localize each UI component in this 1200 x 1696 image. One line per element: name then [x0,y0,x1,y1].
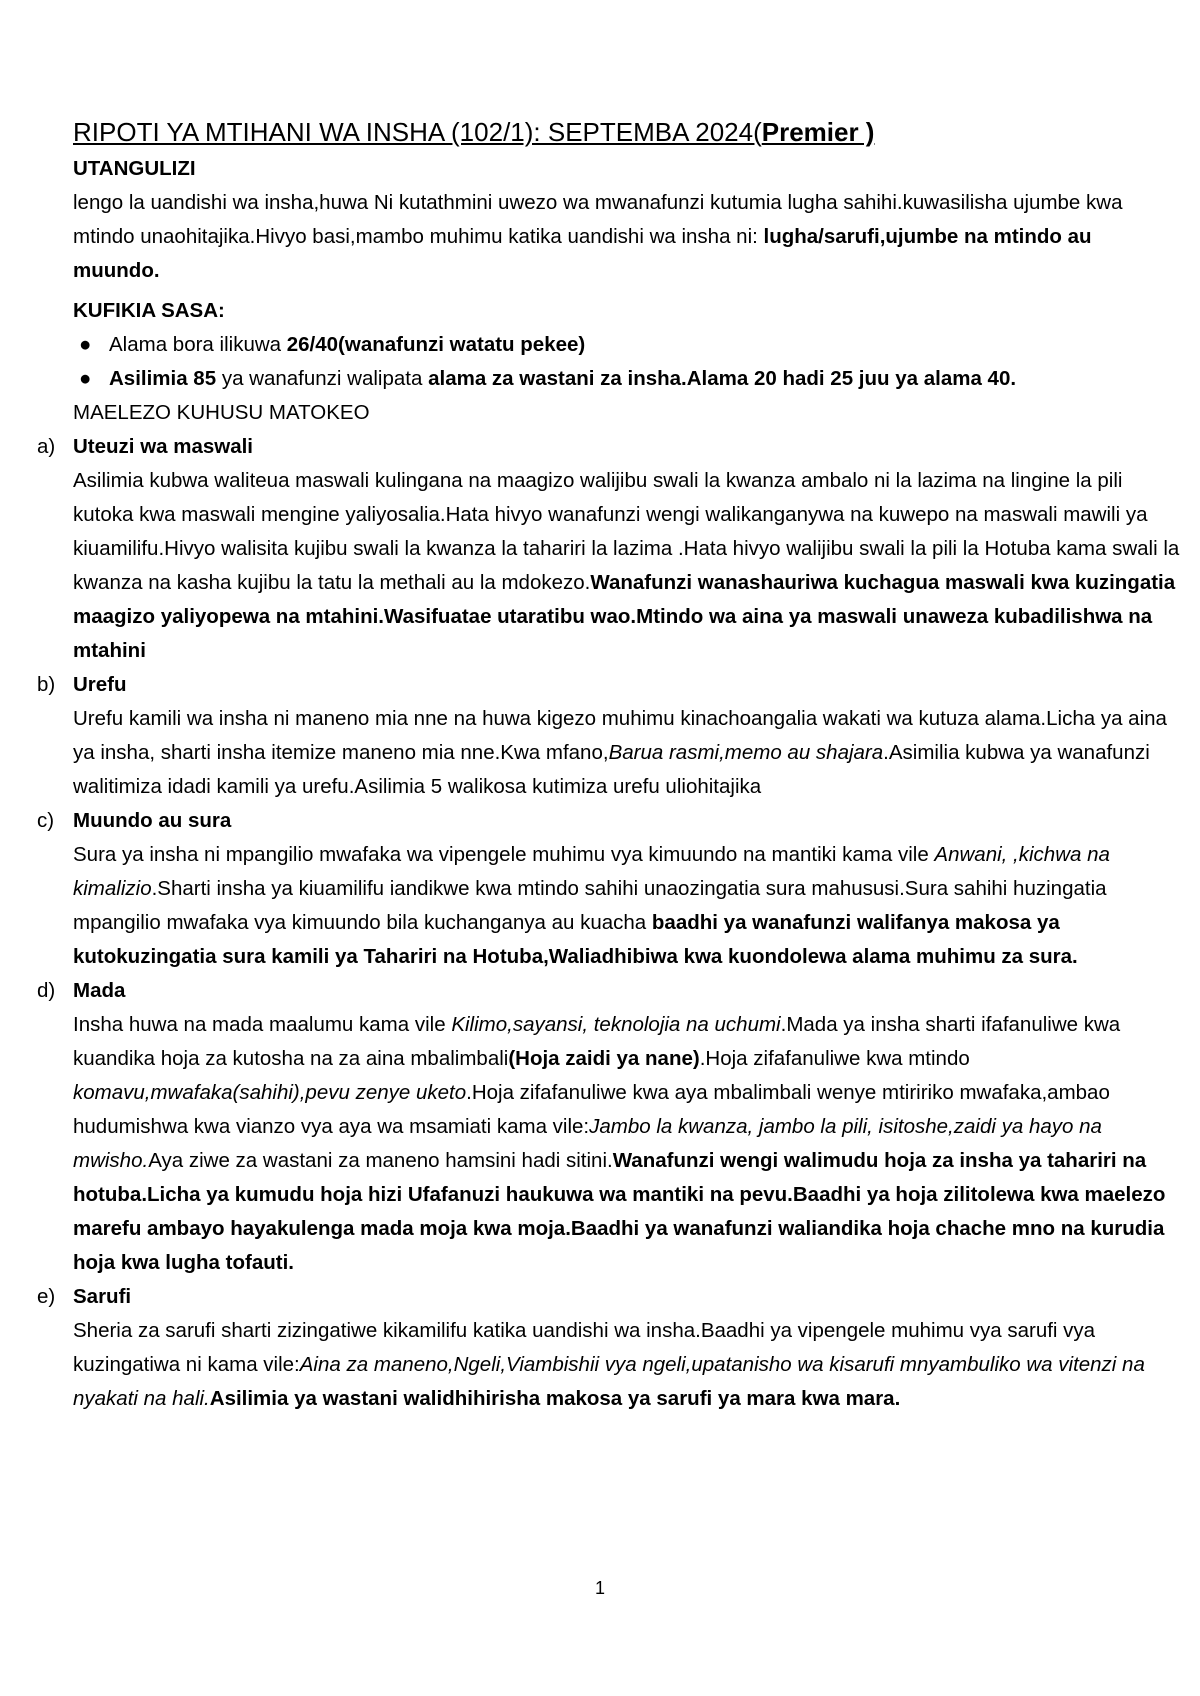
section-bold-text: Asilimia ya wastani walidhihirisha makosa ya sarufi ya mara kwa mara. [209,1387,901,1410]
section-letter: a) [37,435,56,458]
page-number: 1 [594,1578,605,1598]
section-text: Sheria za sarufi sharti zizingatiwe kikamilifu katika uandishi wa insha.Baadhi ya vipengele muhimu vya sarufi vya kuzingatiwa ni kama vile: [73,1319,1096,1376]
kufikia-list [73,328,1183,396]
section-italic-text: Aina za maneno,Ngeli,Viambishii vya ngeli,upatanisho wa kisarufi mnyambuliko wa vitenzi na nyakati na hali. [73,1353,1145,1410]
bullet-bold-text: alama za wastani za insha.Alama 20 hadi 25 juu ya alama 40. [428,367,1017,390]
title-text: RIPOTI YA MTIHANI WA INSHA (102/1): SEPTEMBA 2024( [73,117,762,147]
bullet-icon: ● [79,333,92,356]
section-paragraph [73,1314,1183,1416]
list-item [73,328,1183,362]
bullet-text: Alama bora ilikuwa [109,333,287,356]
bullet-text: ya wanafunzi walipata [216,367,429,390]
section-bold-text: baadhi ya wanafunzi walifanya makosa ya kutokuzingatia sura kamili ya Tahariri na Hotuba,Waliadhibiwa kwa kuondolewa alama muhimu za sura. [73,911,1078,968]
intro-heading: UTANGULIZI [73,157,196,180]
section-bold-text: (Hoja zaidi ya nane) [508,1047,700,1070]
bullet-bold-text: Asilimia 85 [109,367,217,390]
section-letter: e) [37,1285,56,1308]
intro-text: lengo la uandishi wa insha,huwa Ni kutathmini uwezo wa mwanafunzi kutumia lugha sahihi.kuwasilisha ujumbe kwa mtindo unaohitajika.Hivyo basi,mambo muhimu katika uandishi wa insha ni: [73,191,1123,248]
section-italic-text: Anwani, ,kichwa na kimalizio [73,843,1110,900]
section-italic-text: komavu,mwafaka(sahihi),pevu zenye uketo [73,1081,467,1104]
section-text: Aya ziwe za wastani za maneno hamsini hadi sitini. [148,1149,613,1172]
page-title [73,112,1183,152]
section-heading: Mada [73,979,126,1002]
bullet-icon: ● [79,367,92,390]
section-italic-text: Kilimo,sayansi, teknolojia na uchumi [451,1013,781,1036]
section-heading: Uteuzi wa maswali [73,435,254,458]
section-italic-text: Jambo la kwanza, jambo la pili, isitoshe,zaidi ya hayo na mwisho. [73,1115,1102,1172]
section-letter: d) [37,979,56,1002]
document-body [37,112,1183,1416]
section-heading: Muundo au sura [73,809,232,832]
intro-paragraph [73,186,1183,288]
section-uteuzi [37,430,1183,668]
section-paragraph [73,838,1183,974]
section-muundo [37,804,1183,974]
section-italic-text: Barua rasmi,memo au shajara [608,741,884,764]
section-text: .Hoja zifafanuliwe kwa aya mbalimbali wenye mtiririko mwafaka,ambao hudumishwa kwa vianzo vya aya wa msamiati kama vile: [73,1081,1110,1138]
section-heading: Sarufi [73,1285,132,1308]
bullet-bold-text: 26/40(wanafunzi watatu pekee) [286,333,586,356]
section-text: Urefu kamili wa insha ni maneno mia nne na huwa kigezo muhimu kinachoangalia wakati wa kutuza alama.Licha ya aina ya insha, sharti insha itemize maneno mia nne.Kwa mfano, [73,707,1167,764]
section-bold-text: Wanafunzi wanashauriwa kuchagua maswali kwa kuzingatia maagizo yaliyopewa na mtahini.Wasifuatae utaratibu wao.Mtindo wa aina ya maswali unaweza kubadilishwa na mtahini [73,571,1176,662]
list-item [73,362,1183,396]
section-bold-text: Wanafunzi wengi walimudu hoja za insha ya tahariri na hotuba.Licha ya kumudu hoja hizi Ufafanuzi haukuwa wa mantiki na pevu.Baadhi ya hoja zilitolewa kwa maelezo marefu ambayo hayakulenga mada moja kwa moja.Baadhi ya wanafunzi waliandika hoja chache mno na kurudia hoja kwa lugha tofauti. [73,1149,1166,1274]
section-text: Sura ya insha ni mpangilio mwafaka wa vipengele muhimu vya kimuundo na mantiki kama vile [73,843,935,866]
maelezo-heading: MAELEZO KUHUSU MATOKEO [73,401,370,424]
section-text: Asilimia kubwa waliteua maswali kulingana na maagizo walijibu swali la kwanza ambalo ni la lazima na lingine la pili kutoka kwa maswali mengine yaliyosalia.Hata hivyo wanafunzi wengi walikanganywa na kuwepo na maswali mawili ya kiuamilifu.Hivyo walisita kujibu swali la kwanza la tahariri la lazima .Hata hivyo walijibu swali la pili la Hotuba kama swali la kwanza na kasha kujibu la tatu la methali au la mdokezo. [73,469,1180,594]
section-paragraph [73,464,1183,668]
section-text: .Asimilia kubwa ya wanafunzi walitimiza idadi kamili ya urefu.Asilimia 5 walikosa kutimiza urefu uliohitajika [73,741,1150,798]
section-text: .Sharti insha ya kiuamilifu iandikwe kwa mtindo sahihi unaozingatia sura mahususi.Sura sahihi huzingatia mpangilio mwafaka vya kimuundo bila kuchanganya au kuacha [73,877,1107,934]
section-paragraph [73,1008,1183,1280]
title-premier: Premier ) [761,117,875,147]
intro-bold-text: lugha/sarufi,ujumbe na mtindo au muundo. [73,225,1092,282]
section-mada [37,974,1183,1280]
section-text: .Mada ya insha sharti ifafanuliwe kwa kuandika hoja za kutosha na za aina mbalimbali [73,1013,1121,1070]
section-text: Insha huwa na mada maalumu kama vile [73,1013,452,1036]
kufikia-heading: KUFIKIA SASA: [73,299,225,322]
section-text: .Hoja zifafanuliwe kwa mtindo [699,1047,970,1070]
section-paragraph [73,702,1183,804]
section-letter: c) [37,809,55,832]
section-urefu [37,668,1183,804]
section-letter: b) [37,673,56,696]
section-heading: Urefu [73,673,127,696]
section-sarufi [37,1280,1183,1416]
